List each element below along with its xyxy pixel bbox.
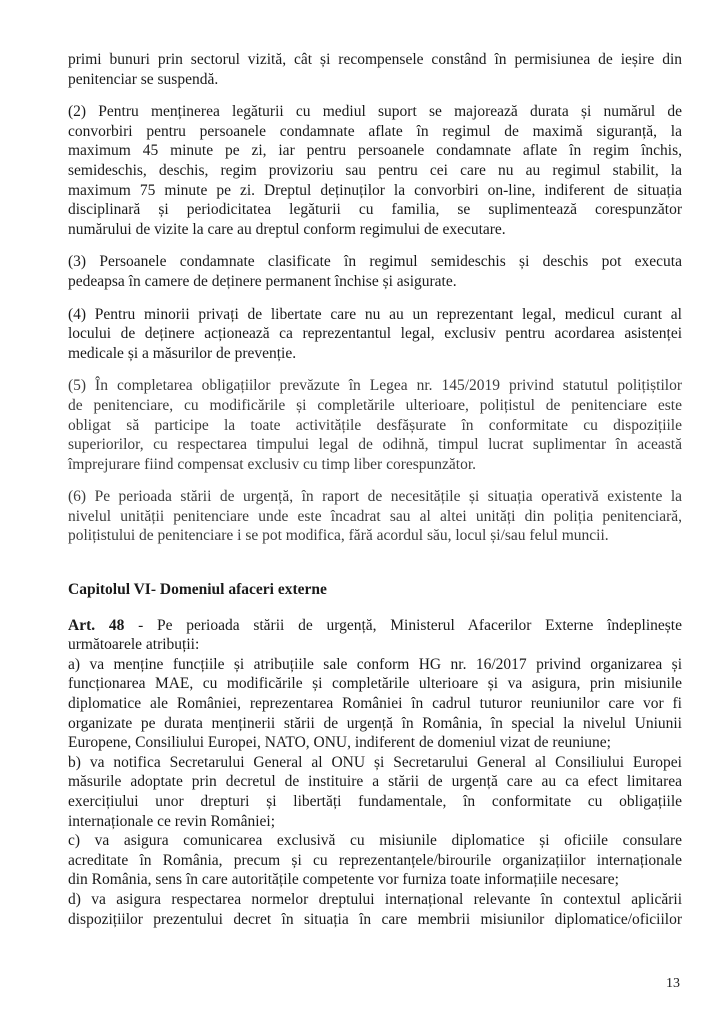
text-line: Europene, Consiliului Europei, NATO, ONU, indiferent de domeniul vizat de reuniune; <box>68 734 611 752</box>
text-line: (5) În completarea obligațiilor prevăzute în Legea nr. 145/2019 privind statutul polițiștilor <box>68 377 682 395</box>
text-line: măsurile adoptate prin decretul de instituire a stării de urgență care au ca efect limitarea <box>68 773 682 791</box>
text-line: polițistului de penitenciare i se pot modifica, fără acordul său, locul și/sau felul muncii. <box>68 527 609 545</box>
paragraph-3 <box>68 252 682 291</box>
text-line: a) va menține funcțiile și atribuțiile sale conform HG nr. 16/2017 privind organizarea și <box>68 655 682 673</box>
text-line: împrejurare fiind compensat exclusiv cu timp liber corespunzător. <box>68 455 477 473</box>
text-line: disciplinară și periodicitatea legăturii cu familia, se suplimentează corespunzător <box>68 201 682 219</box>
text-line: c) va asigura comunicarea exclusivă cu misiunile diplomatice și oficiile consulare <box>68 832 682 850</box>
text-line: (6) Pe perioada stării de urgență, în raport de necesitățile și situația operativă existente la <box>68 488 682 506</box>
article-48-first-line <box>68 616 682 636</box>
chapter-title: Capitolul VI- Domeniul afaceri externe <box>68 581 327 599</box>
text-line: penitenciar se suspendă. <box>68 70 219 88</box>
text-line: de penitenciare, cu modificările și completările ulterioare, polițistul de penitenciare este <box>68 396 682 414</box>
text-line: convorbiri pentru persoanele condamnate aflate în regimul de maximă siguranță, la <box>68 122 682 140</box>
text-line: nivelul unității penitenciare unde este încadrat sau al altei unități din poliția penitenciară, <box>68 507 682 525</box>
text-line: semideschis, deschis, regim provizoriu sau pentru cei care nu au regimul stabilit, la <box>68 161 682 179</box>
paragraph-2 <box>68 102 682 239</box>
text-line: (4) Pentru minorii privați de libertate care nu au un reprezentant legal, medicul curant al <box>68 305 682 323</box>
text-line: numărului de vizite la care au dreptul conform regimului de executare. <box>68 220 506 238</box>
paragraph-6 <box>68 487 682 546</box>
text-line: funcționarea MAE, cu modificările și completările ulterioare și va asigura, prin misiunile <box>68 675 682 693</box>
text-line: diplomatice ale României, reprezentarea României în cadrul tuturor reuniunilor care vor fi <box>68 695 682 713</box>
document-page <box>68 50 682 942</box>
text-line: dispozițiilor prezentului decret în situația în care membrii misiunilor diplomatice/oficiilor <box>68 910 682 928</box>
text-line: următoarele atribuții: <box>68 636 200 654</box>
text-line: organizate pe durata menținerii stării de urgență în România, în special la nivelul Uniunii <box>68 714 682 732</box>
article-48 <box>68 616 682 930</box>
text-line: pedeapsa în camere de deținere permanent închise și asigurate. <box>68 272 457 290</box>
text-line: b) va notifica Secretarului General al ONU și Secretarului General al Consiliului Europei <box>68 753 682 771</box>
paragraph-5 <box>68 376 682 474</box>
text-line: exercițiului unor drepturi și libertăți fundamentale, în conformitate cu obligațiile <box>68 793 682 810</box>
text-line: superiorilor, cu respectarea timpului legal de odihnă, timpul lucrat suplimentar în această <box>68 436 682 454</box>
text-line: acreditate în România, precum și cu reprezentanțele/birourile organizațiilor internaționale <box>68 851 682 869</box>
article-label: Art. 48 <box>68 616 125 634</box>
text-line: (3) Persoanele condamnate clasificate în regimul semideschis și deschis pot executa <box>68 253 682 271</box>
text-line: d) va asigura respectarea normelor dreptului internațional relevante în contextul aplicării <box>68 890 682 908</box>
text-line: obligat să participe la toate activitățile desfășurate în conformitate cu dispozițiile <box>68 416 682 434</box>
paragraph-intro <box>68 50 682 89</box>
paragraph-4 <box>68 305 682 364</box>
text-line: medicale și a măsurilor de prevenție. <box>68 344 297 362</box>
text-line: maximum 75 minute pe zi. Dreptul deținuților la convorbiri on-line, indiferent de situația <box>68 181 682 199</box>
text-line: maximum 45 minute pe zi, iar pentru persoanele condamnate aflate în regim închis, <box>68 142 682 160</box>
article-intro-text: - Pe perioada stării de urgență, Ministerul Afacerilor Externe îndeplinește <box>124 616 682 634</box>
text-line: locului de deținere acționează ca reprezentantul legal, exclusiv pentru acordarea asistenței <box>68 325 682 343</box>
text-line: primi bunuri prin sectorul vizită, cât și recompensele constând în permisiunea de ieșire din <box>68 51 682 68</box>
text-line: (2) Pentru menținerea legăturii cu mediul suport se majorează durata și numărul de <box>68 103 682 121</box>
text-line: internaționale ce revin României; <box>68 812 276 830</box>
page-number: 13 <box>666 976 680 991</box>
text-line: din România, sens în care autoritățile competente vor furniza toate informațiile necesare; <box>68 871 619 889</box>
